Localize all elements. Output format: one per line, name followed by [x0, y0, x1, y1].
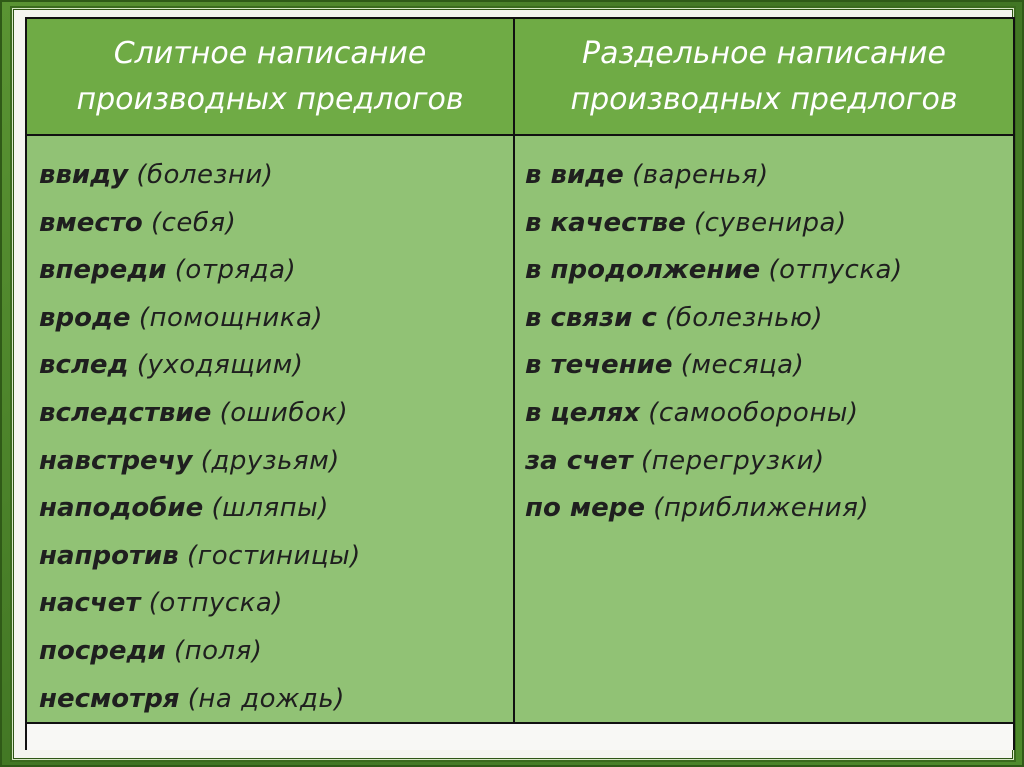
- list-item: [39, 676, 513, 724]
- list-item: [525, 200, 1013, 248]
- table-bottom-row: [27, 722, 1013, 750]
- preposition-context: (ошибок): [219, 397, 349, 428]
- list-item: [525, 152, 1013, 200]
- preposition-word: за счет: [525, 445, 633, 476]
- right-column-header: [515, 19, 1013, 136]
- preposition-context: (болезни): [136, 160, 274, 190]
- preposition-context: (друзьям): [200, 445, 340, 476]
- preposition-word: в целях: [525, 397, 640, 428]
- slide-board: [12, 8, 1014, 760]
- preposition-word: напротив: [39, 540, 179, 571]
- list-item: [39, 247, 513, 295]
- list-item: [525, 485, 1013, 533]
- preposition-context: (шляпы): [211, 493, 329, 524]
- preposition-context: (отпуска): [148, 588, 283, 619]
- list-item: [525, 247, 1013, 295]
- preposition-context: (на дождь): [187, 683, 345, 714]
- preposition-word: насчет: [39, 588, 141, 619]
- preposition-word: в продолжение: [525, 255, 761, 286]
- left-column-body: [27, 136, 515, 722]
- preposition-word: ввиду: [39, 160, 129, 190]
- left-header-line-1: Слитное написание: [113, 36, 427, 71]
- preposition-context: (месяца): [680, 350, 805, 381]
- preposition-context: (перегрузки): [640, 445, 825, 476]
- preposition-context: (помощника): [138, 302, 324, 333]
- preposition-word: вместо: [39, 207, 143, 238]
- preposition-context: (варенья): [632, 160, 769, 190]
- preposition-context: (себя): [150, 207, 237, 238]
- list-item: [39, 485, 513, 533]
- list-item: [39, 295, 513, 343]
- list-item: [39, 200, 513, 248]
- list-item: [39, 438, 513, 486]
- preposition-word: вследствие: [39, 397, 212, 428]
- preposition-context: (уходящим): [136, 350, 304, 381]
- preposition-word: навстречу: [39, 445, 193, 476]
- list-item: [39, 152, 513, 200]
- preposition-word: вроде: [39, 302, 131, 333]
- list-item: [39, 533, 513, 581]
- preposition-context: (отряда): [174, 255, 297, 286]
- list-item: [525, 438, 1013, 486]
- preposition-word: в качестве: [525, 207, 686, 238]
- preposition-word: посреди: [39, 635, 166, 666]
- preposition-word: в течение: [525, 350, 673, 381]
- preposition-word: наподобие: [39, 493, 204, 524]
- list-item: [525, 295, 1013, 343]
- preposition-context: (болезнью): [665, 302, 824, 333]
- list-item: [525, 390, 1013, 438]
- preposition-context: (гостиницы): [186, 540, 361, 571]
- list-item: [39, 390, 513, 438]
- preposition-context: (поля): [173, 635, 263, 666]
- preposition-context: (самообороны): [648, 397, 859, 428]
- left-column-header: [27, 19, 515, 136]
- right-header-line-2: производных предлогов: [570, 82, 958, 117]
- preposition-word: в виде: [525, 160, 624, 190]
- preposition-context: (сувенира): [694, 207, 847, 238]
- left-header-line-2: производных предлогов: [76, 82, 464, 117]
- preposition-word: несмотря: [39, 683, 180, 714]
- preposition-word: впереди: [39, 255, 167, 286]
- right-header-line-1: Раздельное написание: [582, 36, 946, 71]
- right-column-body: [515, 136, 1013, 722]
- preposition-word: вслед: [39, 350, 129, 381]
- preposition-context: (приближения): [653, 493, 869, 524]
- prepositions-table: [25, 17, 1015, 750]
- list-item: [525, 342, 1013, 390]
- preposition-context: (отпуска): [768, 255, 903, 286]
- list-item: [39, 342, 513, 390]
- preposition-word: в связи с: [525, 302, 657, 333]
- preposition-word: по мере: [525, 493, 646, 524]
- list-item: [39, 628, 513, 676]
- list-item: [39, 580, 513, 628]
